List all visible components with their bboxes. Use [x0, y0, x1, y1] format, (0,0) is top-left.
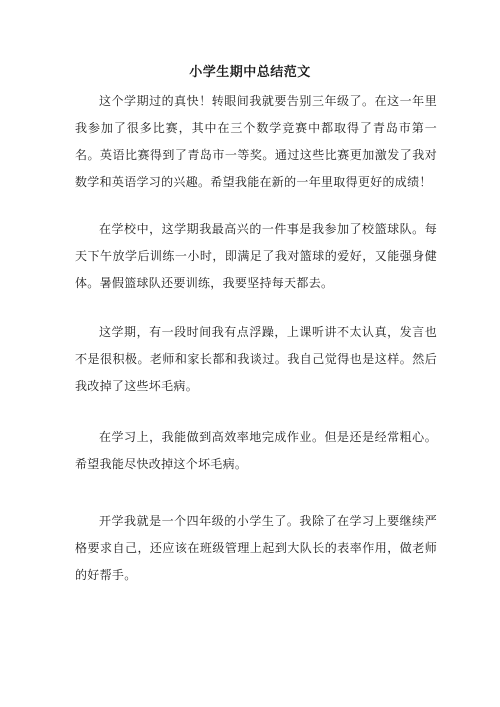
paragraph-3: 这学期，有一段时间我有点浮躁，上课听讲不太认真，发言也不是很积极。老师和家长都和我谈过。我自己觉得也是这样。然后我改掉了这些坏毛病。 — [75, 325, 437, 393]
paragraph-4: 在学习上，我能做到高效率地完成作业。但是还是经常粗心。希望我能尽快改掉这个坏毛病。 — [75, 430, 437, 471]
paragraph-2: 在学校中，这学期我最高兴的一件事是我参加了校篮球队。每天下午放学后训练一小时，即满足了我对篮球的爱好，又能强身健体。暑假篮球队还要训练，我要坚持每天都去。 — [75, 222, 437, 290]
paragraph-5: 开学我就是一个四年级的小学生了。我除了在学习上要继续严格要求自己，还应该在班级管理上起到大队长的表率作用，做老师的好帮手。 — [75, 514, 437, 582]
paragraph-1: 这个学期过的真快！转眼间我就要告别三年级了。在这一年里我参加了很多比赛，其中在三个数学竞赛中都取得了青岛市第一名。英语比赛得到了青岛市一等奖。通过这些比赛更加激发了我对数学和英语学习的兴趣。希望我能在新的一年里取得更好的成绩！ — [75, 94, 437, 189]
document-title: 小学生期中总结范文 — [189, 65, 311, 80]
